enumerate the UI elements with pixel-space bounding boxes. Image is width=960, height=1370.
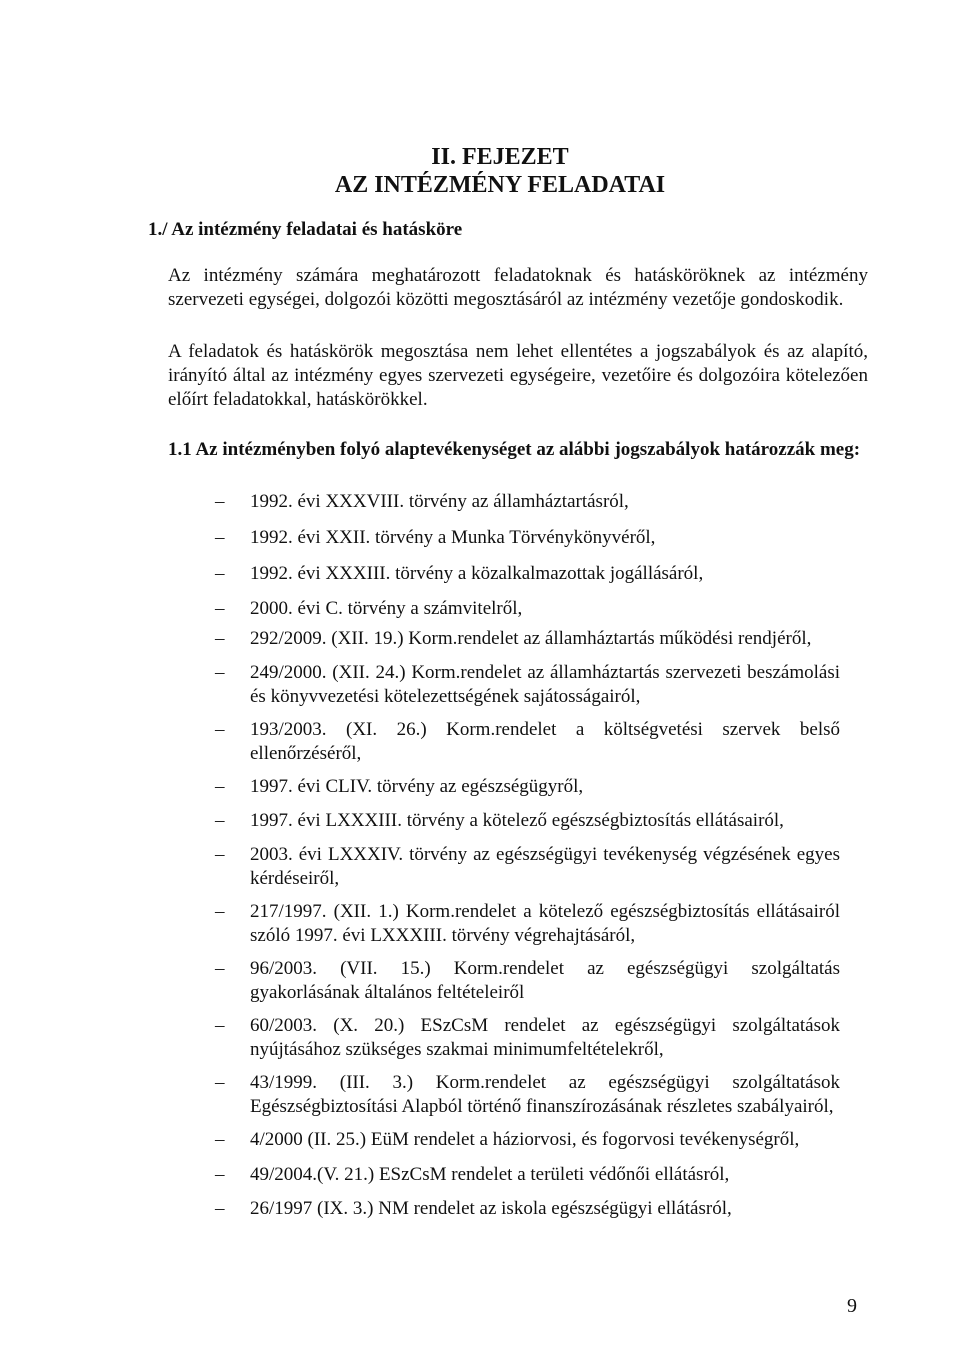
page-number: 9 xyxy=(847,1295,857,1317)
list-dash: – xyxy=(215,491,225,512)
law-text: 2000. évi C. törvény a számvitelről, xyxy=(250,598,523,619)
list-dash: – xyxy=(215,1164,225,1185)
paragraph-responsibility: Az intézmény számára meghatározott feladatoknak és hatásköröknek az intézmény szervezeti egységei, dolgozói közötti megosztásáról az intézmény vezetője gondoskodik. xyxy=(168,265,868,310)
subsection-heading: 1.1 Az intézményben folyó alaptevékenységet az alábbi jogszabályok határozzák meg: xyxy=(168,439,861,460)
law-text: 217/1997. (XII. 1.) Korm.rendelet a kötelező egészségbiztosítás ellátásairól szóló 1997. évi LXXXIII. törvény végrehajtásáról, xyxy=(250,901,840,946)
list-dash: – xyxy=(215,527,225,548)
law-text: 249/2000. (XII. 24.) Korm.rendelet az államháztartás szervezeti beszámolási és könyvvezetési kötelezettségének sajátosságairól, xyxy=(250,662,840,707)
list-dash: – xyxy=(215,628,225,649)
law-text: 60/2003. (X. 20.) ESzCsM rendelet az egészségügyi szolgáltatások nyújtásához szükséges szakmai minimumfeltételekről, xyxy=(250,1015,840,1060)
list-dash: – xyxy=(215,662,225,683)
paragraph-allocation: A feladatok és hatáskörök megosztása nem lehet ellentétes a jogszabályok és az alapító, irányító által az intézmény egyes szervezeti egységeire, vezetőire és dolgozóira kötelezően előírt feladatokkal, hatáskörökkel. xyxy=(168,341,868,410)
law-text: 1992. évi XXXIII. törvény a közalkalmazottak jogállásáról, xyxy=(250,563,704,584)
law-text: 43/1999. (III. 3.) Korm.rendelet az egészségügyi szolgáltatások Egészségbiztosítási Alapból történő finanszírozásának részletes szabályairól, xyxy=(250,1072,840,1117)
list-dash: – xyxy=(215,844,225,865)
law-text: 292/2009. (XII. 19.) Korm.rendelet az államháztartás működési rendjéről, xyxy=(250,628,812,649)
law-text: 49/2004.(V. 21.) ESzCsM rendelet a területi védőnői ellátásról, xyxy=(250,1164,730,1185)
law-text: 1992. évi XXXVIII. törvény az államháztartásról, xyxy=(250,491,629,512)
law-text: 1992. évi XXII. törvény a Munka Törvénykönyvéről, xyxy=(250,527,656,548)
list-dash: – xyxy=(215,719,225,740)
chapter-title: AZ INTÉZMÉNY FELADATAI xyxy=(334,172,666,198)
list-dash: – xyxy=(215,1015,225,1036)
law-text: 193/2003. (XI. 26.) Korm.rendelet a költségvetési szervek belső ellenőrzéséről, xyxy=(250,719,840,764)
law-text: 4/2000 (II. 25.) EüM rendelet a háziorvosi, és fogorvosi tevékenységről, xyxy=(250,1129,800,1150)
list-dash: – xyxy=(215,598,225,619)
law-text: 96/2003. (VII. 15.) Korm.rendelet az egészségügyi szolgáltatás gyakorlásának általános feltételeiről xyxy=(250,958,840,1003)
law-text: 1997. évi CLIV. törvény az egészségügyről, xyxy=(250,776,584,797)
list-dash: – xyxy=(215,901,225,922)
law-text: 1997. évi LXXXIII. törvény a kötelező egészségbiztosítás ellátásairól, xyxy=(250,810,784,831)
section-heading: 1./ Az intézmény feladatai és hatásköre xyxy=(148,219,463,240)
list-dash: – xyxy=(215,810,225,831)
chapter-number: II. FEJEZET xyxy=(431,144,569,170)
list-dash: – xyxy=(215,1198,225,1219)
law-text: 2003. évi LXXXIV. törvény az egészségügyi tevékenység végzésének egyes kérdéseiről, xyxy=(250,844,840,889)
list-dash: – xyxy=(215,1129,225,1150)
list-dash: – xyxy=(215,776,225,797)
list-dash: – xyxy=(215,563,225,584)
list-dash: – xyxy=(215,1072,225,1093)
law-text: 26/1997 (IX. 3.) NM rendelet az iskola egészségügyi ellátásról, xyxy=(250,1198,732,1219)
list-dash: – xyxy=(215,958,225,979)
